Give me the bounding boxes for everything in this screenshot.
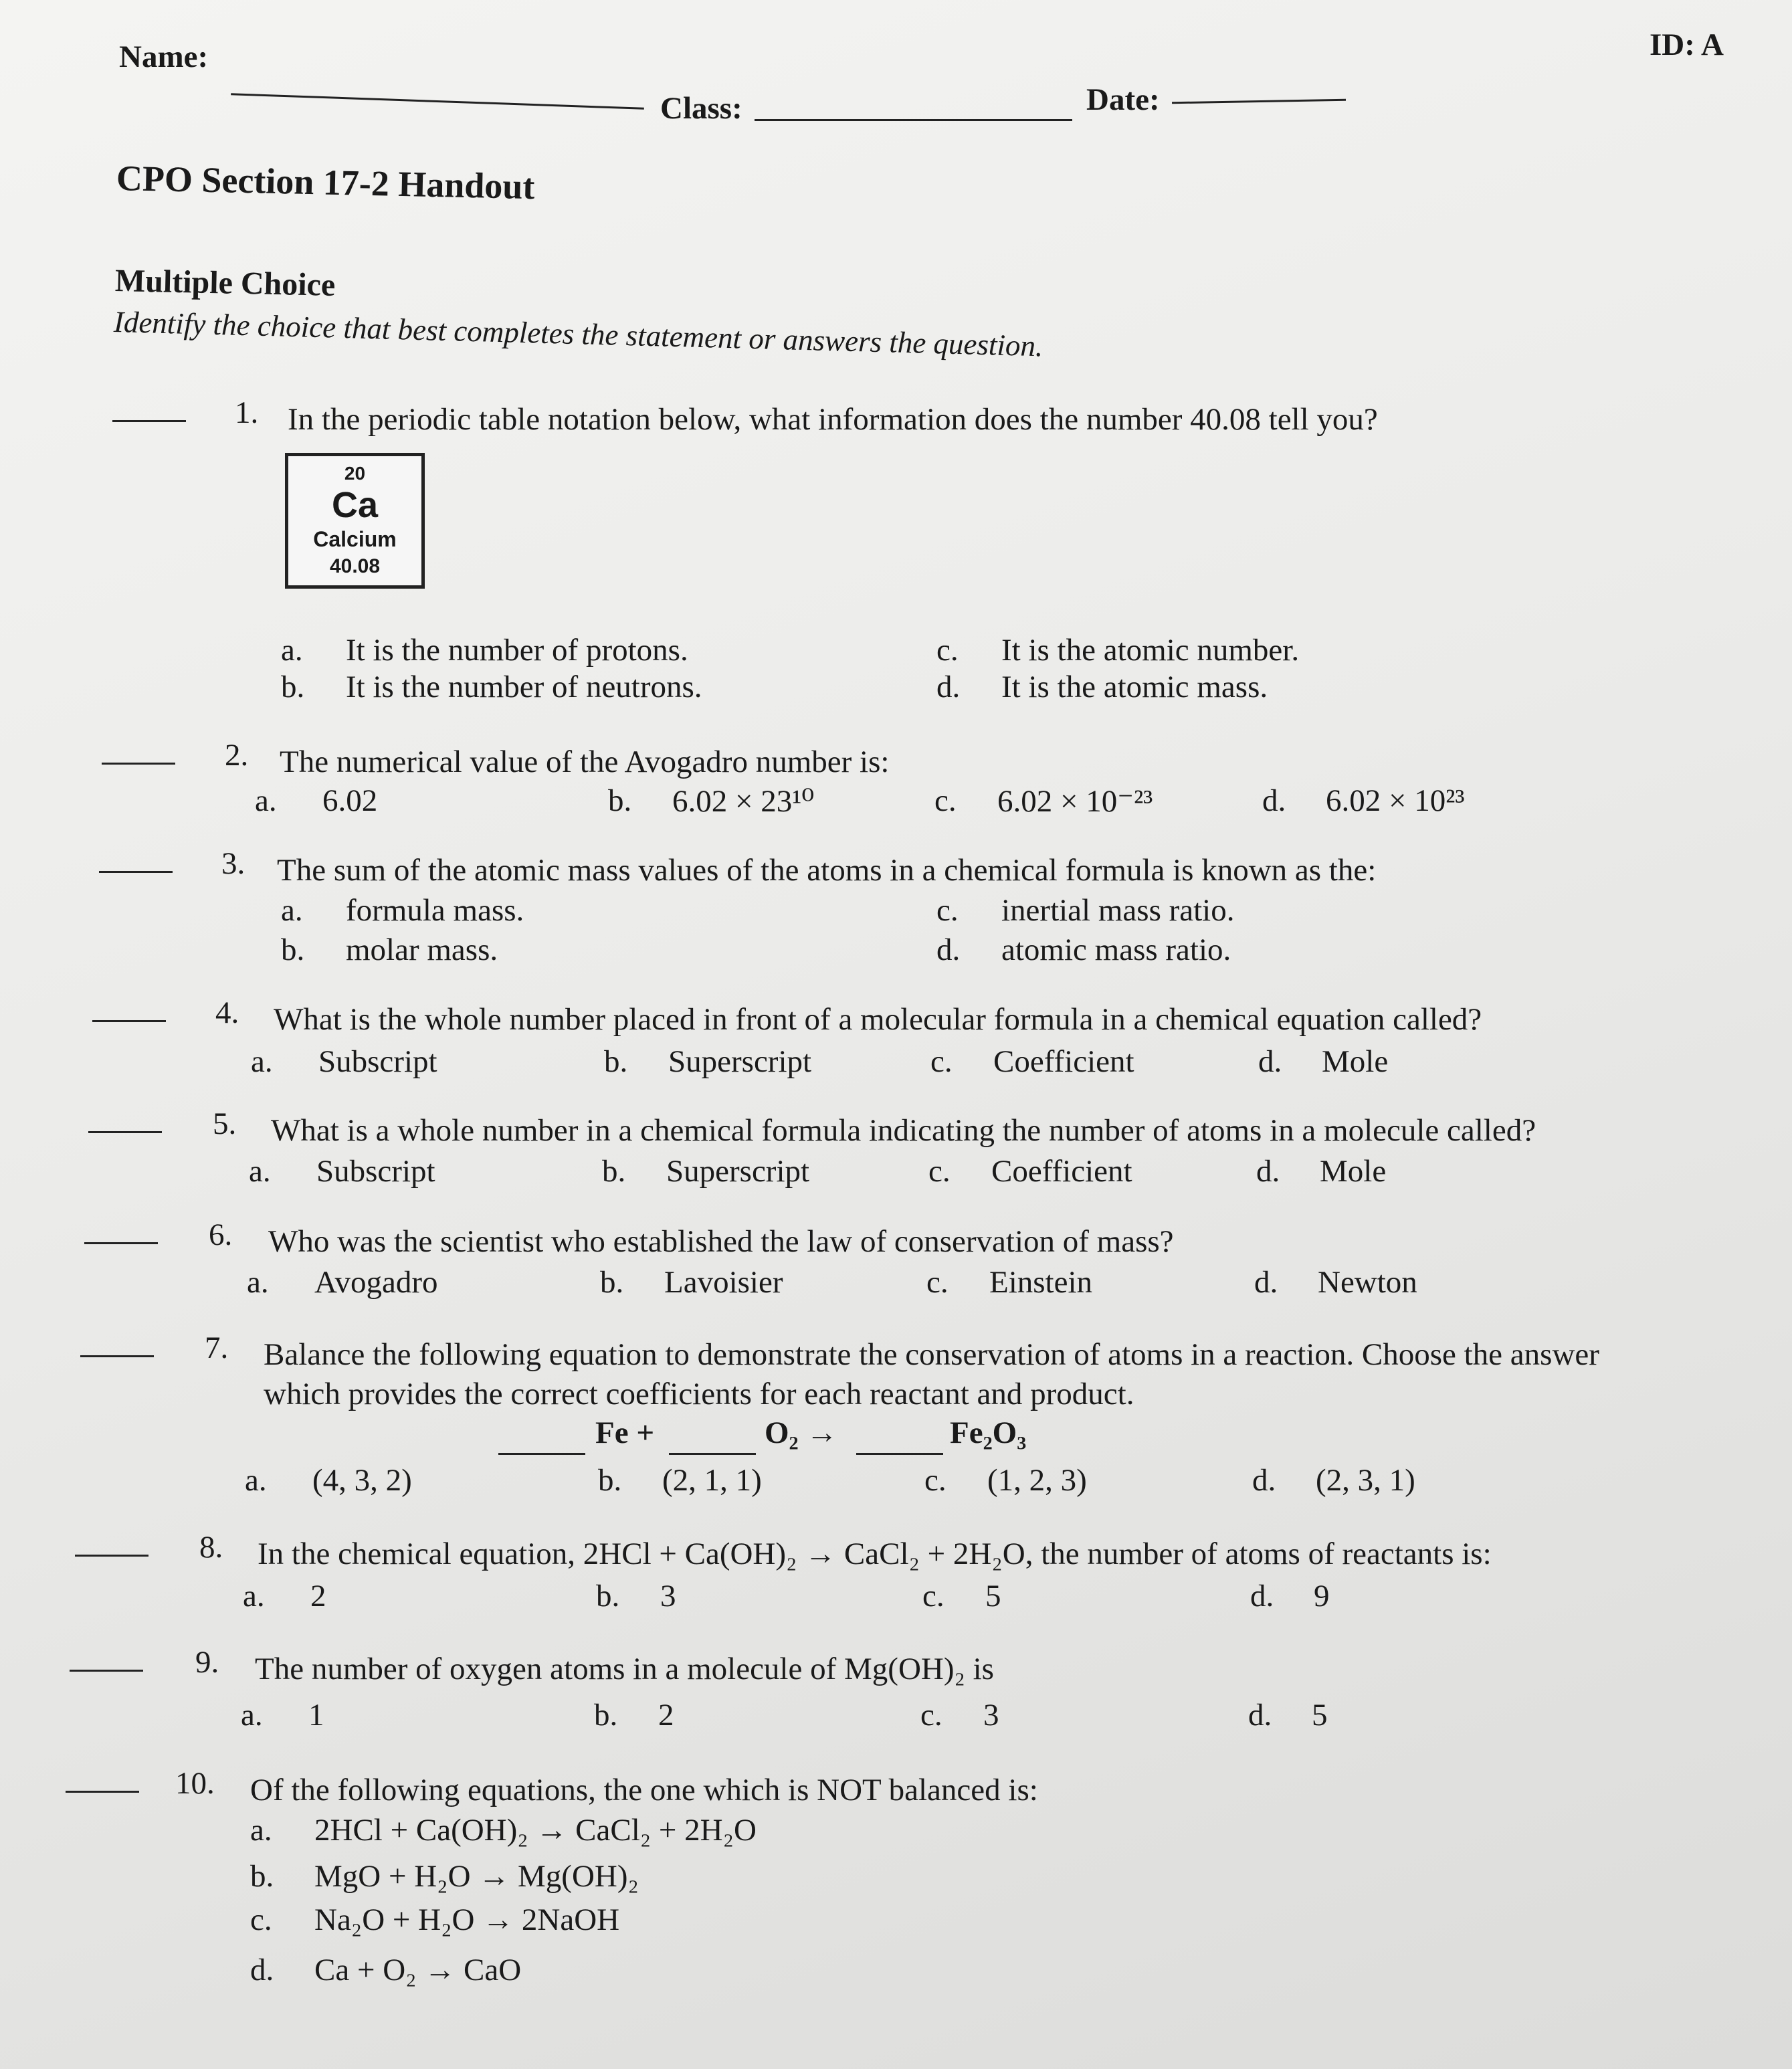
option-text[interactable]: Coefficient bbox=[991, 1154, 1132, 1189]
option-letter[interactable]: b. bbox=[281, 670, 305, 704]
eq-product: Fe₂O₃ bbox=[950, 1415, 1027, 1450]
answer-blank[interactable] bbox=[84, 1242, 158, 1244]
question-text: Of the following equations, the one which is NOT balanced is: bbox=[250, 1773, 1038, 1807]
option-letter[interactable]: d. bbox=[1248, 1698, 1272, 1733]
answer-blank[interactable] bbox=[70, 1670, 143, 1672]
option-letter[interactable]: b. bbox=[604, 1044, 628, 1079]
option-letter[interactable]: d. bbox=[1258, 1044, 1282, 1079]
question-number: 3. bbox=[221, 846, 245, 881]
option-text[interactable]: 3 bbox=[983, 1698, 999, 1733]
question-text: The number of oxygen atoms in a molecule of Mg(OH)₂ is bbox=[255, 1652, 994, 1686]
option-letter[interactable]: d. bbox=[1262, 783, 1286, 818]
answer-blank[interactable] bbox=[66, 1791, 139, 1793]
eq-fe: Fe + bbox=[595, 1415, 655, 1450]
answer-blank[interactable] bbox=[88, 1131, 162, 1133]
option-text[interactable]: Subscript bbox=[316, 1154, 435, 1189]
option-letter[interactable]: a. bbox=[247, 1265, 269, 1300]
eq-o2: O₂ → bbox=[765, 1415, 838, 1450]
option-letter[interactable]: c. bbox=[930, 1044, 953, 1079]
option-text[interactable]: (2, 1, 1) bbox=[662, 1463, 762, 1498]
question-number: 4. bbox=[215, 995, 239, 1030]
option-text[interactable]: 1 bbox=[308, 1698, 324, 1733]
option-letter[interactable]: b. bbox=[602, 1154, 626, 1189]
option-letter[interactable]: d. bbox=[936, 932, 961, 967]
option-letter[interactable]: c. bbox=[250, 1902, 272, 1937]
question-text: Balance the following equation to demonstrate the conservation of atoms in a reaction. Choose the answer bbox=[264, 1337, 1599, 1372]
option-text[interactable]: It is the atomic mass. bbox=[1001, 670, 1268, 704]
option-letter[interactable]: c. bbox=[928, 1154, 951, 1189]
option-letter[interactable]: c. bbox=[922, 1579, 944, 1613]
answer-blank[interactable] bbox=[99, 871, 173, 873]
option-letter[interactable]: b. bbox=[598, 1463, 622, 1498]
question-number: 1. bbox=[235, 395, 259, 430]
option-text[interactable]: (4, 3, 2) bbox=[312, 1463, 412, 1498]
option-letter[interactable]: c. bbox=[934, 783, 957, 818]
question-text: In the chemical equation, 2HCl + Ca(OH)₂ → CaCl₂ + 2H₂O, the number of atoms of reactants is: bbox=[258, 1537, 1492, 1571]
atomic-number: 20 bbox=[344, 463, 366, 484]
coef-blank-fe[interactable] bbox=[498, 1453, 585, 1455]
question-text-continued: which provides the correct coefficients for each reactant and product. bbox=[264, 1377, 1134, 1411]
option-text[interactable]: 6.02 × 10²³ bbox=[1326, 783, 1465, 818]
option-letter[interactable]: d. bbox=[1250, 1579, 1274, 1613]
question-number: 5. bbox=[213, 1106, 237, 1141]
option-letter[interactable]: a. bbox=[241, 1698, 263, 1733]
class-blank[interactable] bbox=[755, 119, 1072, 121]
option-letter[interactable]: c. bbox=[924, 1463, 947, 1498]
option-letter[interactable]: b. bbox=[281, 932, 305, 967]
option-text[interactable]: Newton bbox=[1318, 1265, 1417, 1300]
id-label: ID: A bbox=[1650, 27, 1724, 62]
coef-blank-o2[interactable] bbox=[669, 1453, 756, 1455]
question-text: The numerical value of the Avogadro number is: bbox=[280, 745, 890, 779]
option-text[interactable]: Einstein bbox=[989, 1265, 1093, 1300]
option-text[interactable]: Mole bbox=[1320, 1154, 1387, 1189]
option-text[interactable]: Avogadro bbox=[314, 1265, 438, 1300]
option-text[interactable]: formula mass. bbox=[346, 893, 524, 928]
name-label: Name: bbox=[119, 39, 209, 74]
answer-blank[interactable] bbox=[80, 1355, 154, 1357]
question-number: 7. bbox=[205, 1331, 229, 1365]
option-text[interactable]: 6.02 × 23¹⁰ bbox=[672, 784, 815, 819]
class-label: Class: bbox=[660, 91, 742, 126]
option-text[interactable]: Superscript bbox=[668, 1044, 812, 1079]
option-letter[interactable]: d. bbox=[250, 1953, 274, 1987]
option-letter[interactable]: a. bbox=[249, 1154, 271, 1189]
option-letter[interactable]: a. bbox=[255, 783, 277, 818]
option-letter[interactable]: d. bbox=[1254, 1265, 1278, 1300]
option-letter[interactable]: a. bbox=[245, 1463, 267, 1498]
option-text[interactable]: It is the number of neutrons. bbox=[346, 670, 702, 704]
option-letter[interactable]: c. bbox=[936, 893, 959, 928]
element-name: Calcium bbox=[313, 527, 397, 551]
option-text[interactable]: 5 bbox=[985, 1579, 1001, 1613]
option-letter[interactable]: a. bbox=[251, 1044, 273, 1079]
date-blank[interactable] bbox=[1172, 99, 1346, 104]
page-title: CPO Section 17-2 Handout bbox=[116, 158, 536, 207]
option-text[interactable]: Subscript bbox=[318, 1044, 437, 1079]
option-text[interactable]: It is the atomic number. bbox=[1001, 633, 1300, 668]
option-text[interactable]: 5 bbox=[1312, 1698, 1328, 1733]
option-letter[interactable]: b. bbox=[600, 1265, 624, 1300]
option-text[interactable]: 2 bbox=[658, 1698, 674, 1733]
coef-blank-fe2o3[interactable] bbox=[856, 1453, 943, 1455]
option-text[interactable]: Lavoisier bbox=[664, 1265, 783, 1300]
option-text[interactable]: 3 bbox=[660, 1579, 676, 1613]
option-letter[interactable]: b. bbox=[594, 1698, 618, 1733]
option-letter[interactable]: c. bbox=[936, 633, 959, 668]
option-text[interactable]: Coefficient bbox=[993, 1044, 1134, 1079]
option-letter[interactable]: a. bbox=[281, 633, 303, 668]
option-letter[interactable]: d. bbox=[1256, 1154, 1280, 1189]
option-letter[interactable]: a. bbox=[250, 1813, 272, 1848]
option-text[interactable]: 6.02 × 10⁻²³ bbox=[997, 784, 1153, 819]
option-text[interactable]: Na₂O + H₂O → 2NaOH bbox=[314, 1902, 620, 1937]
question-number: 6. bbox=[209, 1217, 233, 1252]
option-text[interactable]: Ca + O₂ → CaO bbox=[314, 1953, 522, 1987]
option-text[interactable]: molar mass. bbox=[346, 932, 498, 967]
option-letter[interactable]: b. bbox=[596, 1579, 620, 1613]
question-text: In the periodic table notation below, what information does the number 40.08 tell you? bbox=[288, 402, 1378, 437]
option-text[interactable]: 2HCl + Ca(OH)₂ → CaCl₂ + 2H₂O bbox=[314, 1813, 757, 1848]
option-letter[interactable]: d. bbox=[1252, 1463, 1276, 1498]
question-number: 9. bbox=[195, 1645, 219, 1680]
answer-blank[interactable] bbox=[112, 420, 186, 422]
answer-blank[interactable] bbox=[92, 1020, 166, 1022]
option-letter[interactable]: a. bbox=[243, 1579, 265, 1613]
section-heading: Multiple Choice bbox=[114, 263, 336, 303]
question-number: 10. bbox=[175, 1766, 215, 1801]
question-text: The sum of the atomic mass values of the atoms in a chemical formula is known as the: bbox=[277, 853, 1377, 888]
question-text: Who was the scientist who established the law of conservation of mass? bbox=[268, 1224, 1174, 1259]
option-letter[interactable]: d. bbox=[936, 670, 961, 704]
question-number: 8. bbox=[199, 1530, 223, 1565]
atomic-mass: 40.08 bbox=[329, 555, 381, 577]
option-letter[interactable]: c. bbox=[926, 1265, 949, 1300]
name-blank[interactable] bbox=[231, 93, 644, 110]
option-letter[interactable]: a. bbox=[281, 893, 303, 928]
option-text[interactable]: 9 bbox=[1314, 1579, 1330, 1613]
option-letter[interactable]: b. bbox=[608, 783, 632, 818]
option-text[interactable]: Mole bbox=[1322, 1044, 1389, 1079]
date-label: Date: bbox=[1086, 82, 1160, 117]
option-letter[interactable]: c. bbox=[920, 1698, 942, 1733]
option-letter[interactable]: b. bbox=[250, 1859, 274, 1894]
section-instructions: Identify the choice that best completes the statement or answers the question. bbox=[113, 305, 1043, 363]
answer-blank[interactable] bbox=[75, 1555, 148, 1557]
option-text[interactable]: inertial mass ratio. bbox=[1001, 893, 1235, 928]
option-text[interactable]: MgO + H₂O → Mg(OH)₂ bbox=[314, 1859, 639, 1894]
option-text[interactable]: atomic mass ratio. bbox=[1001, 932, 1231, 967]
element-tile bbox=[285, 453, 425, 589]
question-text: What is the whole number placed in front of a molecular formula in a chemical equation called? bbox=[274, 1002, 1482, 1037]
option-text[interactable]: (1, 2, 3) bbox=[987, 1463, 1087, 1498]
question-text: What is a whole number in a chemical formula indicating the number of atoms in a molecule called? bbox=[271, 1113, 1536, 1148]
element-symbol: Ca bbox=[331, 485, 379, 525]
option-text[interactable]: (2, 3, 1) bbox=[1316, 1463, 1415, 1498]
option-text[interactable]: 6.02 bbox=[322, 783, 378, 818]
question-number: 2. bbox=[225, 738, 249, 773]
option-text[interactable]: Superscript bbox=[666, 1154, 810, 1189]
option-text[interactable]: It is the number of protons. bbox=[346, 633, 688, 668]
answer-blank[interactable] bbox=[102, 763, 175, 765]
option-text[interactable]: 2 bbox=[310, 1579, 326, 1613]
